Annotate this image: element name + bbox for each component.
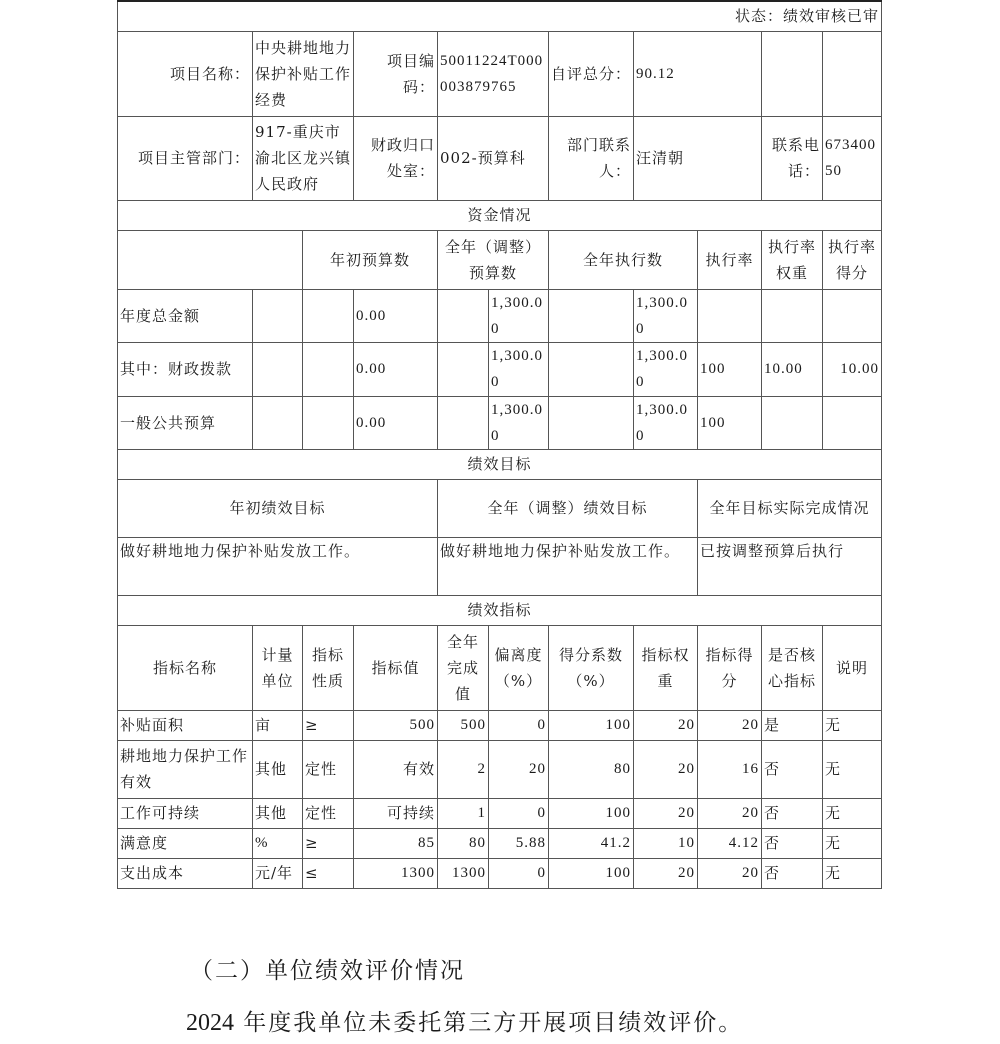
indicator-core: 否 [762, 740, 823, 798]
funds-rate [698, 289, 762, 342]
goals-header-initial: 年初绩效目标 [118, 479, 438, 537]
empty-cell [253, 289, 303, 342]
goals-initial-value: 做好耕地地力保护补贴发放工作。 [118, 537, 438, 595]
empty-cell [438, 396, 489, 449]
funds-rate: 100 [698, 396, 762, 449]
status-text: 状态：绩效审核已审 [118, 1, 882, 31]
contact-value: 汪清朝 [634, 116, 762, 200]
indicator-coefficient: 100 [549, 858, 634, 888]
funds-score [823, 396, 882, 449]
finance-office-value: 002-预算科 [438, 116, 549, 200]
funds-weight [762, 289, 823, 342]
indicator-note: 无 [823, 798, 882, 828]
phone-value: 67340050 [823, 116, 882, 200]
funds-header-score: 执行率得分 [823, 230, 882, 289]
contact-label: 部门联系人： [549, 116, 634, 200]
funds-row [118, 342, 882, 396]
funds-executed: 1,300.00 [634, 396, 698, 449]
indicator-deviation: 0 [489, 858, 549, 888]
indicator-actual: 80 [438, 828, 489, 858]
empty-cell [549, 342, 634, 396]
indicator-row [118, 710, 882, 740]
funds-initial: 0.00 [354, 396, 438, 449]
empty-cell [549, 396, 634, 449]
indicator-coefficient: 41.2 [549, 828, 634, 858]
indicator-weight: 20 [634, 858, 698, 888]
empty-cell [303, 342, 354, 396]
funds-header-rate: 执行率 [698, 230, 762, 289]
indicator-target: 可持续 [354, 798, 438, 828]
funds-row-label: 年度总金额 [118, 289, 253, 342]
indicator-target: 1300 [354, 858, 438, 888]
indicator-row [118, 740, 882, 798]
indicator-name: 支出成本 [118, 858, 253, 888]
indicator-weight: 20 [634, 740, 698, 798]
indicator-actual: 1300 [438, 858, 489, 888]
indicator-header: 指标得分 [698, 625, 762, 710]
dept-value: 917-重庆市渝北区龙兴镇人民政府 [253, 116, 354, 200]
indicator-nature: 定性 [303, 798, 354, 828]
indicator-score: 20 [698, 710, 762, 740]
indicator-header: 得分系数（%） [549, 625, 634, 710]
indicator-header: 计量单位 [253, 625, 303, 710]
paragraph-year: 2024 [186, 1010, 234, 1036]
indicator-note: 无 [823, 740, 882, 798]
indicator-target: 85 [354, 828, 438, 858]
empty-cell [438, 289, 489, 342]
indicator-unit: 其他 [253, 798, 303, 828]
indicator-weight: 10 [634, 828, 698, 858]
indicator-note: 无 [823, 858, 882, 888]
empty-cell [823, 31, 882, 116]
funds-initial: 0.00 [354, 342, 438, 396]
goals-actual-value: 已按调整预算后执行 [698, 537, 882, 595]
indicator-score: 4.12 [698, 828, 762, 858]
indicator-name: 补贴面积 [118, 710, 253, 740]
funds-rate: 100 [698, 342, 762, 396]
empty-cell [549, 289, 634, 342]
goals-section-title: 绩效目标 [118, 449, 882, 479]
indicator-deviation: 5.88 [489, 828, 549, 858]
funds-score: 10.00 [823, 342, 882, 396]
indicator-header: 全年完成值 [438, 625, 489, 710]
indicator-name: 耕地地力保护工作有效 [118, 740, 253, 798]
indicator-header: 是否核心指标 [762, 625, 823, 710]
indicator-deviation: 0 [489, 798, 549, 828]
indicator-score: 16 [698, 740, 762, 798]
empty-cell [303, 289, 354, 342]
indicator-core: 否 [762, 798, 823, 828]
goals-adjusted-value: 做好耕地地力保护补贴发放工作。 [438, 537, 698, 595]
funds-executed: 1,300.00 [634, 289, 698, 342]
section-paragraph [186, 1004, 743, 1037]
indicator-actual: 1 [438, 798, 489, 828]
project-code-label: 项目编码： [354, 31, 438, 116]
empty-cell [253, 342, 303, 396]
project-code-value: 50011224T000003879765 [438, 31, 549, 116]
indicators-section-title: 绩效指标 [118, 595, 882, 625]
funds-row [118, 396, 882, 449]
funds-header-executed: 全年执行数 [549, 230, 698, 289]
funds-initial: 0.00 [354, 289, 438, 342]
indicator-score: 20 [698, 798, 762, 828]
indicator-row [118, 798, 882, 828]
funds-weight: 10.00 [762, 342, 823, 396]
indicator-note: 无 [823, 828, 882, 858]
funds-header-weight: 执行率权重 [762, 230, 823, 289]
self-score-value: 90.12 [634, 31, 762, 116]
indicator-deviation: 0 [489, 710, 549, 740]
indicator-header: 指标性质 [303, 625, 354, 710]
dept-label: 项目主管部门： [118, 116, 253, 200]
funds-adjusted: 1,300.00 [489, 396, 549, 449]
funds-adjusted: 1,300.00 [489, 289, 549, 342]
funds-header-adjusted: 全年（调整）预算数 [438, 230, 549, 289]
phone-label: 联系电话： [762, 116, 823, 200]
funds-row [118, 289, 882, 342]
project-name-label: 项目名称： [118, 31, 253, 116]
self-score-label: 自评总分： [549, 31, 634, 116]
performance-table [117, 0, 882, 889]
indicator-deviation: 20 [489, 740, 549, 798]
empty-cell [438, 342, 489, 396]
goals-header-actual: 全年目标实际完成情况 [698, 479, 882, 537]
indicator-name: 满意度 [118, 828, 253, 858]
finance-office-label: 财政归口处室： [354, 116, 438, 200]
indicator-weight: 20 [634, 710, 698, 740]
goals-header-adjusted: 全年（调整）绩效目标 [438, 479, 698, 537]
indicator-nature: ≤ [303, 858, 354, 888]
section-heading: （二）单位绩效评价情况 [190, 958, 465, 984]
indicator-unit: 其他 [253, 740, 303, 798]
indicator-core: 是 [762, 710, 823, 740]
indicator-name: 工作可持续 [118, 798, 253, 828]
funds-header-initial: 年初预算数 [303, 230, 438, 289]
funds-score [823, 289, 882, 342]
indicator-score: 20 [698, 858, 762, 888]
indicator-actual: 2 [438, 740, 489, 798]
indicator-row [118, 828, 882, 858]
indicator-actual: 500 [438, 710, 489, 740]
project-name-value: 中央耕地地力保护补贴工作经费 [253, 31, 354, 116]
indicator-note: 无 [823, 710, 882, 740]
empty-cell [253, 396, 303, 449]
indicator-header: 指标名称 [118, 625, 253, 710]
paragraph-text: 年度我单位未委托第三方开展项目绩效评价。 [234, 1010, 744, 1036]
funds-section-title: 资金情况 [118, 200, 882, 230]
indicator-unit: 元/年 [253, 858, 303, 888]
indicator-core: 否 [762, 828, 823, 858]
indicator-header: 指标权重 [634, 625, 698, 710]
indicator-nature: 定性 [303, 740, 354, 798]
indicator-target: 500 [354, 710, 438, 740]
indicator-coefficient: 100 [549, 710, 634, 740]
funds-weight [762, 396, 823, 449]
indicator-header: 偏离度（%） [489, 625, 549, 710]
empty-cell [303, 396, 354, 449]
indicator-row [118, 858, 882, 888]
indicators-header-row [118, 625, 882, 710]
indicator-header: 指标值 [354, 625, 438, 710]
indicator-coefficient: 80 [549, 740, 634, 798]
empty-cell [762, 31, 823, 116]
empty-cell [118, 230, 303, 289]
funds-executed: 1,300.00 [634, 342, 698, 396]
funds-row-label: 其中：财政拨款 [118, 342, 253, 396]
funds-row-label: 一般公共预算 [118, 396, 253, 449]
indicator-core: 否 [762, 858, 823, 888]
indicator-target: 有效 [354, 740, 438, 798]
indicator-weight: 20 [634, 798, 698, 828]
indicator-unit: 亩 [253, 710, 303, 740]
indicator-nature: ≥ [303, 828, 354, 858]
indicator-nature: ≥ [303, 710, 354, 740]
indicator-unit: % [253, 828, 303, 858]
funds-adjusted: 1,300.00 [489, 342, 549, 396]
indicator-header: 说明 [823, 625, 882, 710]
indicator-coefficient: 100 [549, 798, 634, 828]
